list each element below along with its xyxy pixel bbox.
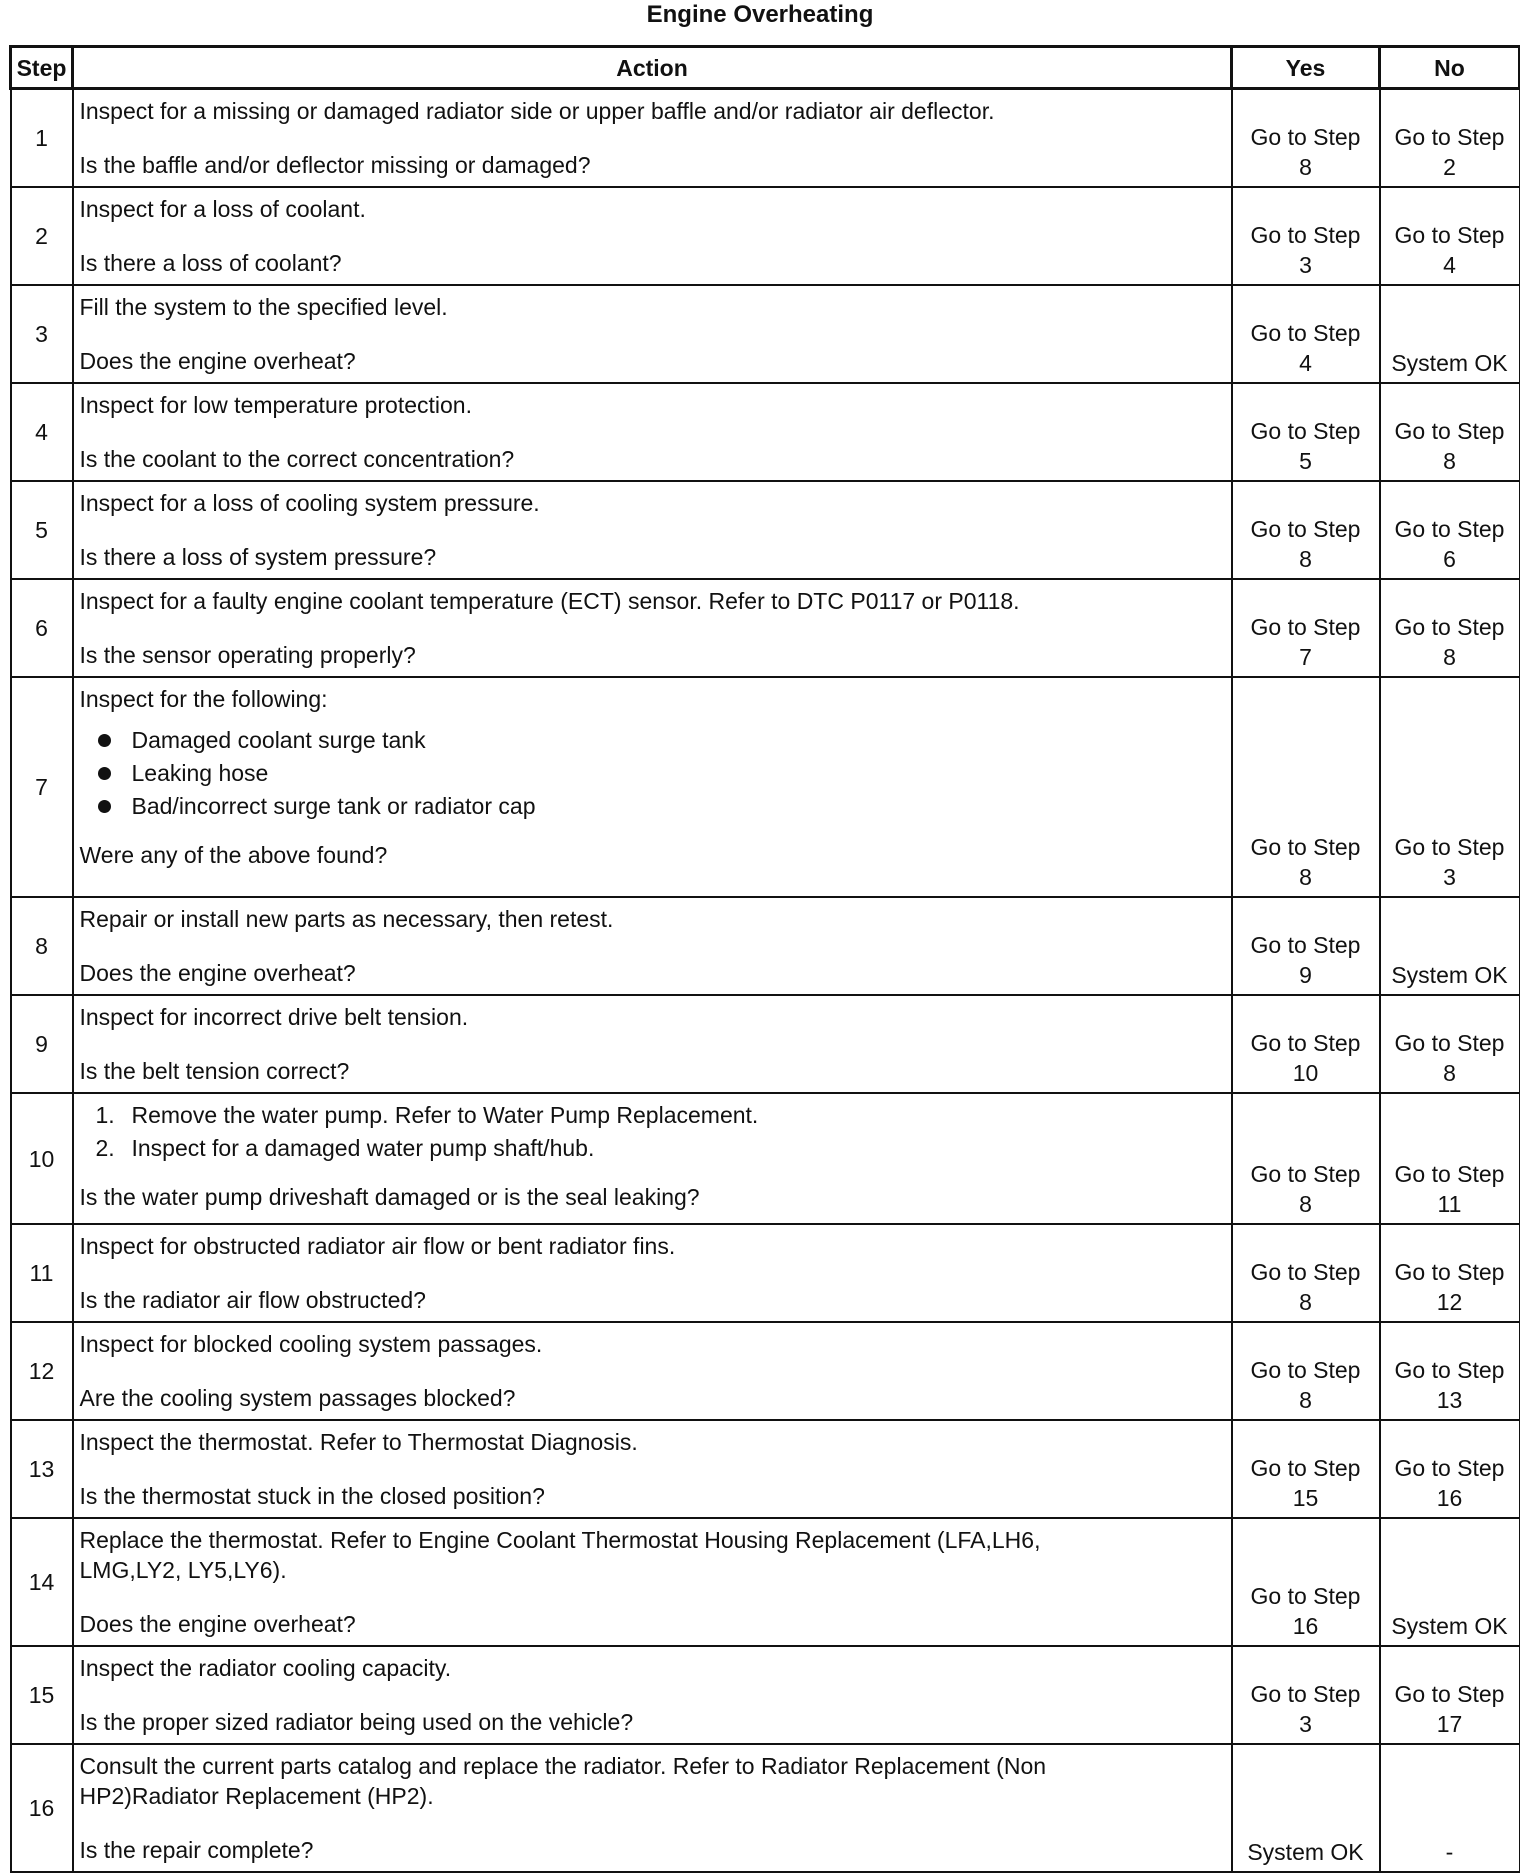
yes-step: 8	[1299, 864, 1312, 890]
question-text: Is the thermostat stuck in the closed position?	[79, 1483, 545, 1509]
step-number: 15	[11, 1646, 73, 1744]
question-text: Is there a loss of system pressure?	[79, 544, 437, 570]
no-step: 12	[1436, 1289, 1463, 1315]
yes-cell	[1232, 1744, 1380, 1872]
action-text: Fill the system to the specified level.	[79, 294, 448, 320]
question-text: Is the water pump driveshaft damaged or is the seal leaking?	[79, 1184, 700, 1210]
header-action: Action	[73, 47, 1232, 89]
table-row	[11, 1646, 1520, 1744]
no-label: Go to Step	[1394, 124, 1505, 150]
action-text: Inspect the radiator cooling capacity.	[79, 1655, 452, 1681]
numbered-item	[80, 1133, 1225, 1166]
step-number: 7	[11, 677, 73, 897]
question-text: Is the coolant to the correct concentration?	[79, 446, 515, 472]
no-step: 6	[1443, 546, 1456, 572]
yes-step: 10	[1292, 1060, 1319, 1086]
yes-step: 3	[1299, 1711, 1312, 1737]
item-number: 1.	[95, 1102, 115, 1128]
question-text: Is there a loss of coolant?	[79, 250, 342, 276]
yes-step: 9	[1299, 962, 1312, 988]
step-number: 2	[11, 187, 73, 285]
yes-label: Go to Step	[1250, 1583, 1361, 1609]
step-number: 10	[11, 1093, 73, 1224]
action-text: Inspect for a loss of coolant.	[79, 196, 366, 222]
bullet-text: Leaking hose	[131, 760, 269, 786]
action-cell	[73, 89, 1232, 188]
step-number: 16	[11, 1744, 73, 1872]
action-text: Inspect for incorrect drive belt tension.	[79, 1004, 469, 1030]
no-cell	[1380, 995, 1520, 1093]
action-text-continued: LMG,LY2, LY5,LY6).	[79, 1557, 287, 1583]
no-step: System OK	[1391, 350, 1508, 376]
bullet-text: Damaged coolant surge tank	[131, 727, 426, 753]
no-label: Go to Step	[1394, 1357, 1505, 1383]
no-step: 4	[1443, 252, 1456, 278]
yes-cell	[1232, 1093, 1380, 1224]
action-text-continued: HP2)Radiator Replacement (HP2).	[79, 1783, 434, 1809]
no-step: -	[1445, 1839, 1454, 1865]
no-cell	[1380, 285, 1520, 383]
numbered-item	[80, 1100, 1225, 1133]
yes-cell	[1232, 285, 1380, 383]
yes-cell	[1232, 995, 1380, 1093]
no-label: Go to Step	[1394, 418, 1505, 444]
step-number: 13	[11, 1420, 73, 1518]
bullet-item	[80, 758, 1225, 791]
yes-cell	[1232, 897, 1380, 995]
yes-label: Go to Step	[1250, 1030, 1361, 1056]
yes-step: 4	[1299, 350, 1312, 376]
yes-cell	[1232, 1518, 1380, 1646]
table-header-row	[11, 47, 1520, 89]
step-number: 12	[11, 1322, 73, 1420]
no-step: 8	[1443, 448, 1456, 474]
table-row	[11, 89, 1520, 188]
bullet-icon	[98, 734, 111, 747]
action-cell	[73, 1518, 1232, 1646]
step-number: 9	[11, 995, 73, 1093]
yes-label: Go to Step	[1250, 834, 1361, 860]
table-row	[11, 1093, 1520, 1224]
header-no: No	[1380, 47, 1520, 89]
item-text: Remove the water pump. Refer to Water Pump Replacement.	[131, 1102, 759, 1128]
no-cell	[1380, 677, 1520, 897]
question-text: Were any of the above found?	[79, 842, 388, 868]
table-row	[11, 579, 1520, 677]
yes-step: 5	[1299, 448, 1312, 474]
yes-step: 8	[1299, 1387, 1312, 1413]
question-text: Does the engine overheat?	[79, 960, 356, 986]
yes-label: Go to Step	[1250, 418, 1361, 444]
step-number: 8	[11, 897, 73, 995]
yes-label: Go to Step	[1250, 516, 1361, 542]
question-text: Is the repair complete?	[79, 1837, 314, 1863]
diagnostic-table	[9, 45, 1520, 1873]
yes-cell	[1232, 1322, 1380, 1420]
table-row	[11, 677, 1520, 897]
item-number: 2.	[95, 1135, 115, 1161]
yes-label: Go to Step	[1250, 614, 1361, 640]
question-text: Is the belt tension correct?	[79, 1058, 350, 1084]
step-number: 1	[11, 89, 73, 188]
table-row	[11, 1744, 1520, 1872]
no-step: 8	[1443, 1060, 1456, 1086]
no-step: 2	[1443, 154, 1456, 180]
action-cell	[73, 187, 1232, 285]
yes-cell	[1232, 1646, 1380, 1744]
no-step: 11	[1437, 1191, 1462, 1217]
table-row	[11, 285, 1520, 383]
no-label: Go to Step	[1394, 614, 1505, 640]
no-label: Go to Step	[1394, 834, 1505, 860]
yes-label: Go to Step	[1250, 1681, 1361, 1707]
yes-cell	[1232, 1224, 1380, 1322]
yes-cell	[1232, 187, 1380, 285]
yes-step: 16	[1292, 1613, 1319, 1639]
step-number: 14	[11, 1518, 73, 1646]
no-label: Go to Step	[1394, 1681, 1505, 1707]
action-text: Inspect the thermostat. Refer to Thermostat Diagnosis.	[79, 1429, 638, 1455]
action-cell	[73, 1420, 1232, 1518]
action-cell	[73, 579, 1232, 677]
yes-label: Go to Step	[1250, 320, 1361, 346]
table-row	[11, 1224, 1520, 1322]
yes-step: 8	[1299, 1191, 1312, 1217]
yes-cell	[1232, 579, 1380, 677]
no-cell	[1380, 89, 1520, 188]
bullet-list	[80, 725, 1225, 824]
table-row	[11, 995, 1520, 1093]
no-cell	[1380, 579, 1520, 677]
no-label: Go to Step	[1394, 222, 1505, 248]
yes-label: Go to Step	[1250, 1161, 1361, 1187]
table-row	[11, 897, 1520, 995]
yes-step: 8	[1299, 154, 1312, 180]
question-text: Is the sensor operating properly?	[79, 642, 416, 668]
step-number: 11	[11, 1224, 73, 1322]
no-step: 8	[1443, 644, 1456, 670]
action-cell	[73, 1093, 1232, 1224]
question-text: Is the baffle and/or deflector missing or damaged?	[79, 152, 591, 178]
yes-label: Go to Step	[1250, 1357, 1361, 1383]
no-cell	[1380, 383, 1520, 481]
yes-step: 7	[1299, 644, 1312, 670]
yes-step: 8	[1299, 1289, 1312, 1315]
no-step: 17	[1436, 1711, 1463, 1737]
table-row	[11, 383, 1520, 481]
question-text: Does the engine overheat?	[79, 348, 356, 374]
yes-label: Go to Step	[1250, 932, 1361, 958]
bullet-item	[80, 791, 1225, 824]
no-step: 16	[1436, 1485, 1463, 1511]
bullet-icon	[98, 767, 111, 780]
yes-cell	[1232, 1420, 1380, 1518]
action-cell	[73, 897, 1232, 995]
bullet-text: Bad/incorrect surge tank or radiator cap	[131, 793, 536, 819]
action-cell	[73, 1744, 1232, 1872]
step-number: 5	[11, 481, 73, 579]
no-step: System OK	[1391, 1613, 1508, 1639]
no-label: Go to Step	[1394, 1259, 1505, 1285]
action-text: Consult the current parts catalog and replace the radiator. Refer to Radiator Replacement (Non	[79, 1753, 1047, 1779]
no-step: 13	[1436, 1387, 1463, 1413]
question-text: Is the proper sized radiator being used on the vehicle?	[79, 1709, 634, 1735]
yes-cell	[1232, 89, 1380, 188]
action-cell	[73, 1322, 1232, 1420]
no-label: Go to Step	[1394, 1030, 1505, 1056]
yes-cell	[1232, 481, 1380, 579]
no-label: Go to Step	[1394, 1455, 1505, 1481]
no-cell	[1380, 897, 1520, 995]
action-text: Inspect for the following:	[79, 686, 328, 712]
header-yes: Yes	[1232, 47, 1380, 89]
action-cell	[73, 1224, 1232, 1322]
step-number: 4	[11, 383, 73, 481]
question-text: Is the radiator air flow obstructed?	[79, 1287, 426, 1313]
bullet-item	[80, 725, 1225, 758]
yes-step: System OK	[1247, 1839, 1364, 1865]
no-cell	[1380, 1322, 1520, 1420]
yes-label: Go to Step	[1250, 1259, 1361, 1285]
action-text: Inspect for low temperature protection.	[79, 392, 472, 418]
action-text: Inspect for obstructed radiator air flow or bent radiator fins.	[79, 1233, 676, 1259]
numbered-list	[80, 1100, 1225, 1166]
no-cell	[1380, 187, 1520, 285]
no-cell	[1380, 481, 1520, 579]
table-row	[11, 187, 1520, 285]
no-step: 3	[1443, 864, 1456, 890]
action-text: Repair or install new parts as necessary, then retest.	[79, 906, 614, 932]
action-text: Inspect for blocked cooling system passages.	[79, 1331, 543, 1357]
no-cell	[1380, 1093, 1520, 1224]
question-text: Does the engine overheat?	[79, 1611, 356, 1637]
table-row	[11, 1322, 1520, 1420]
no-label: Go to Step	[1394, 516, 1505, 542]
action-text: Inspect for a faulty engine coolant temperature (ECT) sensor. Refer to DTC P0117 or P0118.	[79, 588, 1020, 614]
action-cell	[73, 481, 1232, 579]
action-text: Inspect for a loss of cooling system pressure.	[79, 490, 540, 516]
step-number: 6	[11, 579, 73, 677]
page-title: Engine Overheating	[646, 1, 874, 28]
action-cell	[73, 285, 1232, 383]
no-cell	[1380, 1646, 1520, 1744]
action-text: Inspect for a missing or damaged radiator side or upper baffle and/or radiator air deflector.	[79, 98, 995, 124]
item-text: Inspect for a damaged water pump shaft/hub.	[131, 1135, 595, 1161]
no-cell	[1380, 1224, 1520, 1322]
table-row	[11, 1518, 1520, 1646]
table-row	[11, 481, 1520, 579]
yes-step: 15	[1292, 1485, 1319, 1511]
yes-cell	[1232, 677, 1380, 897]
step-number: 3	[11, 285, 73, 383]
question-text: Are the cooling system passages blocked?	[79, 1385, 516, 1411]
yes-label: Go to Step	[1250, 222, 1361, 248]
yes-label: Go to Step	[1250, 124, 1361, 150]
no-label: Go to Step	[1394, 1161, 1505, 1187]
action-text: Replace the thermostat. Refer to Engine Coolant Thermostat Housing Replacement (LFA,LH6,	[79, 1527, 1041, 1553]
no-step: System OK	[1391, 962, 1508, 988]
bullet-icon	[98, 800, 111, 813]
no-cell	[1380, 1518, 1520, 1646]
yes-step: 3	[1299, 252, 1312, 278]
action-cell	[73, 1646, 1232, 1744]
table-row	[11, 1420, 1520, 1518]
yes-step: 8	[1299, 546, 1312, 572]
yes-cell	[1232, 383, 1380, 481]
no-cell	[1380, 1744, 1520, 1872]
header-step: Step	[11, 47, 73, 89]
action-cell	[73, 383, 1232, 481]
action-cell	[73, 995, 1232, 1093]
no-cell	[1380, 1420, 1520, 1518]
action-cell	[73, 677, 1232, 897]
yes-label: Go to Step	[1250, 1455, 1361, 1481]
